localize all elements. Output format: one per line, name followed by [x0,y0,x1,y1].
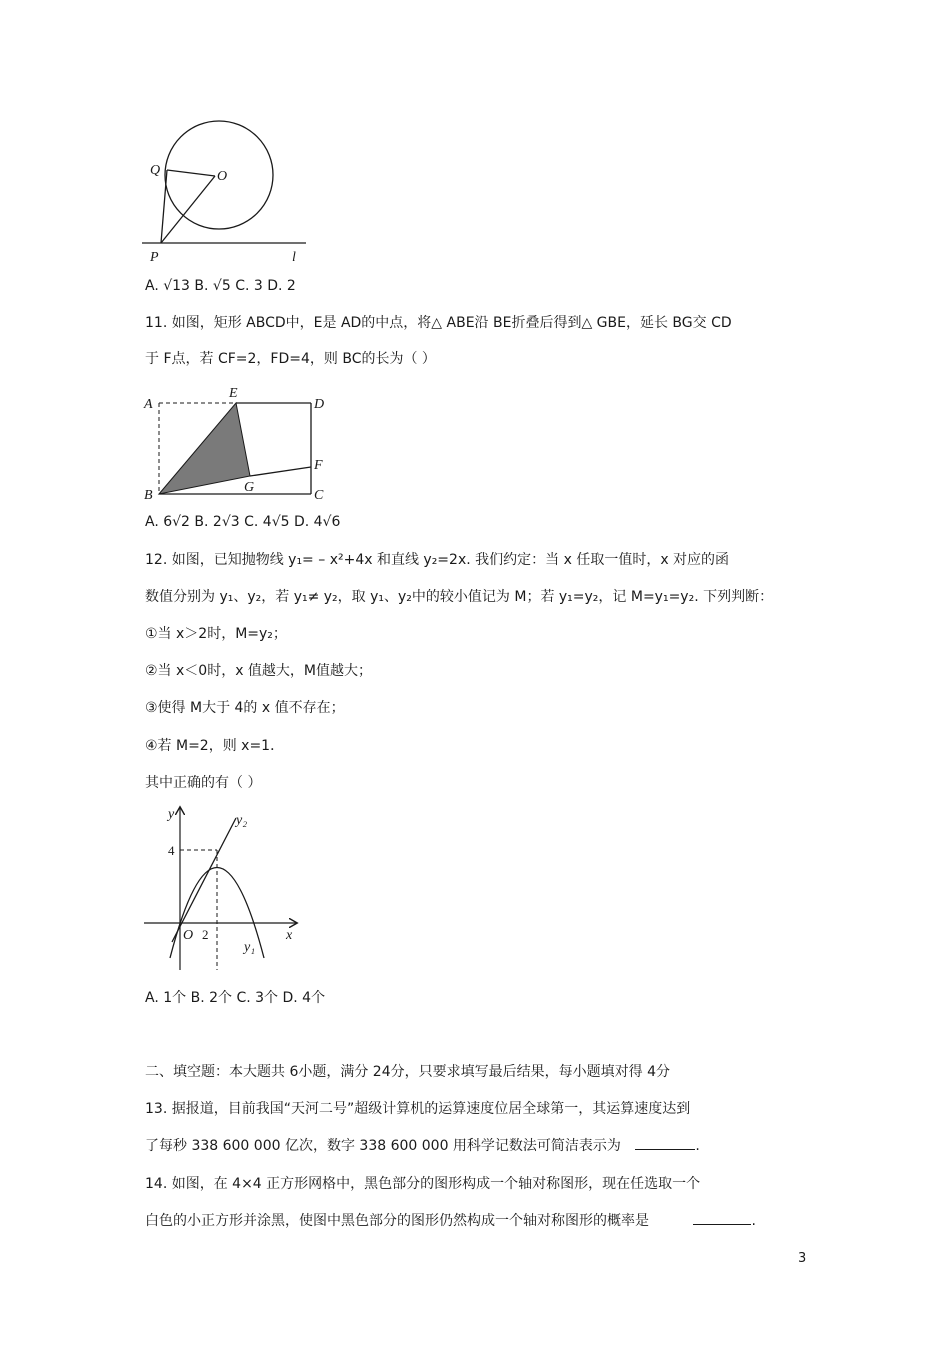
q12-label-y: y [168,807,175,822]
q11-label-a: A [144,397,153,412]
q12-statement-4: ④若 M=2，则 x=1． [145,738,285,754]
q10-figure [140,118,310,268]
q12-tick-4: 4 [168,843,175,858]
q11-figure [140,383,340,505]
q10-label-p: P [150,250,159,265]
q11-options: A. 6√2 B. 2√3 C. 4√5 D. 4√6 [145,514,341,530]
q13-line2 [145,1137,700,1155]
q11-label-g: G [244,480,255,495]
q10-label-q: Q [150,163,161,178]
q11-label-f: F [314,458,323,473]
q10-segment-po [161,176,215,243]
q11-label-b: B [144,488,153,503]
q14-line2-text: 白色的小正方形并涂黑，使图中黑色部分的图形仍然构成一个轴对称图形的概率是 [145,1213,649,1229]
q12-prompt: 其中正确的有（ ） [145,775,262,791]
q12-line1: 12. 如图，已知抛物线 y₁= – x²+4x 和直线 y₂=2x. 我们约定：当 x 任取一值时，x 对应的函 [145,552,730,568]
q14-line2-end: . [751,1213,756,1229]
q12-statement-2: ②当 x＜0时，x 值越大，M值越大； [145,663,373,679]
q12-label-x: x [286,928,293,943]
q10-segment-qo [167,170,215,176]
section2-header: 二、填空题：本大题共 6小题，满分 24分，只要求填写最后结果，每小题填对得 4分 [145,1064,670,1080]
q13-line2-text: 了每秒 338 600 000 亿次，数字 338 600 000 用科学记数法可简洁表示为 [145,1138,621,1154]
q10-options: A. √13 B. √5 C. 3 D. 2 [145,278,296,294]
q11-segment-gf [250,467,311,476]
q13-answer-blank[interactable] [635,1149,695,1150]
q12-label-y1: y₁ [244,940,256,955]
q12-statement-3: ③使得 M大于 4的 x 值不存在； [145,700,345,716]
q13-line2-end: . [695,1138,700,1154]
q14-line2 [145,1212,756,1230]
q10-label-o: O [217,169,228,184]
q10-label-l: l [292,250,296,265]
q11-shaded-triangle [159,403,250,494]
q11-label-e: E [229,386,238,401]
q11-label-c: C [314,488,324,503]
q14-line1: 14. 如图，在 4×4 正方形网格中，黑色部分的图形构成一个轴对称图形，现在任选取一个 [145,1176,701,1192]
q10-segment-pq [161,170,167,243]
q12-label-y2: y₂ [236,813,248,828]
q14-answer-blank[interactable] [693,1224,751,1225]
q12-tick-2: 2 [202,927,209,942]
q12-figure [140,800,305,975]
q13-line1: 13. 据报道，目前我国“天河二号”超级计算机的运算速度位居全球第一，其运算速度达到 [145,1101,691,1117]
q12-options: A. 1个 B. 2个 C. 3个 D. 4个 [145,990,326,1006]
q11-line2: 于 F点，若 CF=2，FD=4，则 BC的长为（ ） [145,351,436,367]
q11-line1: 11. 如图，矩形 ABCD中，E是 AD的中点，将△ ABE沿 BE折叠后得到△ GBE，延长 BG交 CD [145,315,732,331]
q12-line2: 数值分别为 y₁、y₂，若 y₁≠ y₂，取 y₁、y₂中的较小值记为 M；若 y₁=y₂，记 M=y₁=y₂. 下列判断： [145,589,774,605]
page-number: 3 [798,1251,807,1266]
q12-statement-1: ①当 x＞2时，M=y₂； [145,626,287,642]
q11-label-d: D [314,397,325,412]
q12-label-origin: O [183,928,194,943]
